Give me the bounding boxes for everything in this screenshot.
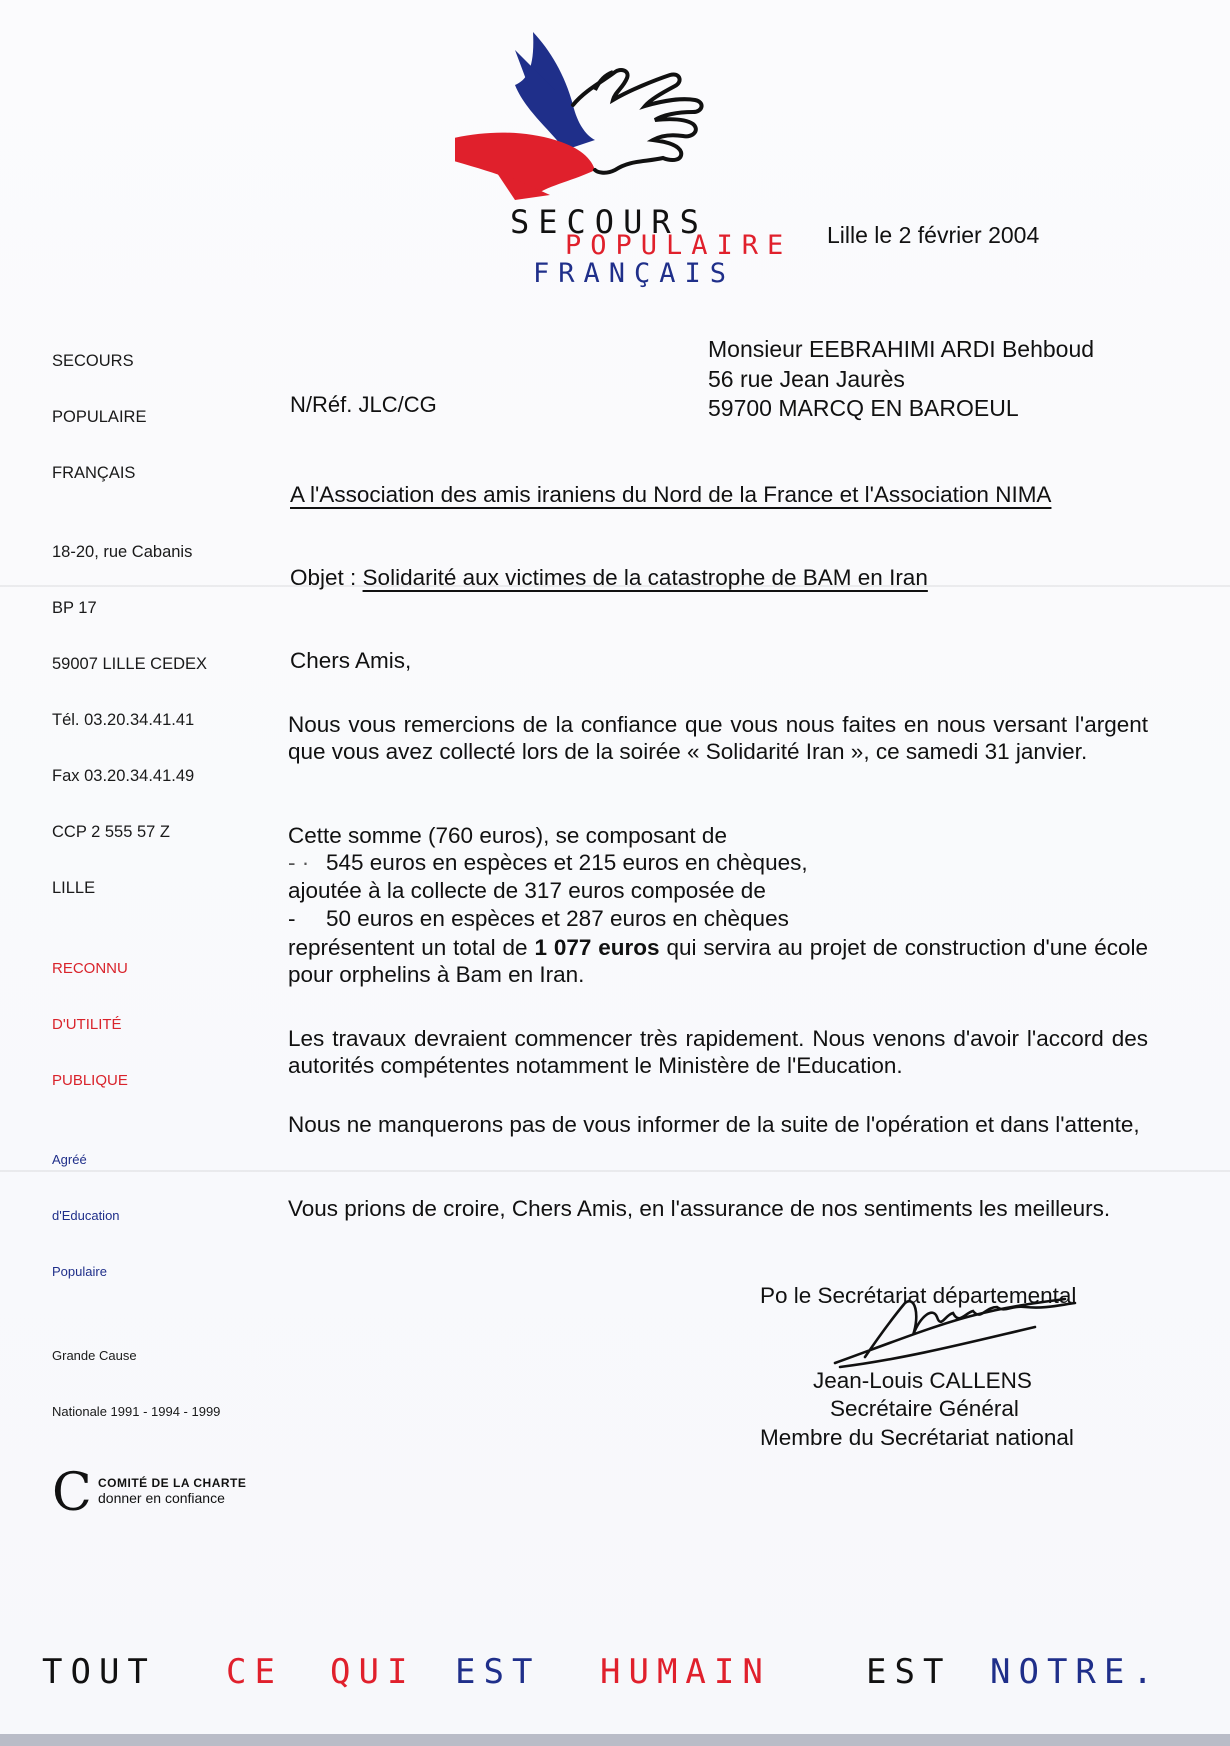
subject-line [290,565,928,591]
sidebar-city: 59007 LILLE CEDEX [52,655,208,673]
sidebar-recognized-line2: D'UTILITÉ [52,1016,122,1033]
recipient-name: Monsieur EEBRAHIMI ARDI Behboud [708,336,1095,362]
charter-badge [52,1463,282,1523]
paragraph-2-bullet-1: 545 euros en espèces et 215 euros en chèques, [326,850,808,875]
handwritten-signature-icon [825,1285,1085,1375]
paragraph-1: Nous vous remercions de la confiance que vous nous faites en nous versant l'argent que vous avez collecté lors de la soirée « Solidarité Iran », ce samedi 31 janvier. [288,712,1148,764]
winged-hand-logo-icon [455,30,785,220]
sidebar-fax: Fax 03.20.34.41.49 [52,767,195,785]
motto-word: HUMAIN [600,1652,771,1692]
motto-word: EST [866,1652,952,1692]
charter-subtitle: donner en confiance [98,1490,225,1506]
sidebar-cause-line2: Nationale 1991 - 1994 - 1999 [52,1404,221,1419]
subject-label: Objet : [290,565,363,590]
signature-pro: Po le Secrétariat départemental [760,1283,1077,1308]
sidebar-ccp-city: LILLE [52,879,96,897]
sidebar-ccp: CCP 2 555 57 Z [52,823,171,841]
subject-text: Solidarité aux victimes de la catastrophe de BAM en Iran [362,565,928,590]
charter-c-icon: C [52,1463,92,1523]
total-after-text: qui servira au projet de construction d'une école pour orphelins à Bam en Iran. [288,935,1148,987]
paragraph-5: Vous prions de croire, Chers Amis, en l'assurance de nos sentiments les meilleurs. [288,1196,1111,1221]
reference: N/Réf. JLC/CG [290,392,437,417]
sidebar-approved-line2: d'Education [52,1208,120,1223]
sidebar-tel: Tél. 03.20.34.41.41 [52,711,195,729]
signatory-title-2: Membre du Secrétariat national [760,1425,1074,1450]
motto-word: CE [226,1652,283,1692]
bullet-marker: - [288,906,296,931]
sidebar-org-line1: SECOURS [52,352,134,370]
charter-title: COMITÉ DE LA CHARTE [98,1476,247,1490]
logo-text-secours: SECOURS [510,203,708,241]
scan-bottom-edge [0,1734,1230,1746]
paragraph-2-intro: Cette somme (760 euros), se composant de [288,823,727,848]
motto-word: QUI [330,1652,416,1692]
greeting: Chers Amis, [290,648,412,673]
signatory-title-1: Secrétaire Général [830,1396,1019,1421]
sidebar-recognized-line3: PUBLIQUE [52,1072,128,1089]
paper-fold-line [0,1170,1230,1172]
sidebar-street: 18-20, rue Cabanis [52,543,193,561]
sidebar-approved-line3: Populaire [52,1264,107,1279]
paragraph-4: Nous ne manquerons pas de vous informer de la suite de l'opération et dans l'attente, [288,1112,1140,1137]
sidebar-org-line3: FRANÇAIS [52,464,136,482]
paragraph-2-line-3: ajoutée à la collecte de 317 euros composée de [288,878,766,903]
addressee-line: A l'Association des amis iraniens du Nord de la France et l'Association NIMA [290,482,1052,507]
sidebar-org-line2: POPULAIRE [52,408,147,426]
paragraph-2-conclusion [288,934,1148,988]
paragraph-2-bullet-2: 50 euros en espèces et 287 euros en chèques [326,906,789,931]
sidebar-approved-line1: Agréé [52,1152,87,1167]
logo-text-francais: FRANÇAIS [533,258,736,289]
total-before-text: représentent un total de [288,935,535,960]
sidebar-bp: BP 17 [52,599,97,617]
motto-word: EST [455,1652,541,1692]
recipient-city: 59700 MARCQ EN BAROEUL [708,395,1019,421]
logo-text-populaire: POPULAIRE [565,230,793,261]
recipient-street: 56 rue Jean Jaurès [708,366,905,392]
bullet-marker: - · [288,850,310,875]
sidebar-cause-line1: Grande Cause [52,1348,137,1363]
sidebar-recognized-line1: RECONNU [52,960,128,977]
letter-date: Lille le 2 février 2004 [827,222,1040,248]
paragraph-3: Les travaux devraient commencer très rapidement. Nous venons d'avoir l'accord des autorités compétentes notamment le Ministère de l'Education. [288,1026,1148,1078]
signatory-name: Jean-Louis CALLENS [813,1368,1032,1393]
secours-populaire-logo [455,30,793,300]
motto-word: TOUT [42,1652,156,1692]
motto-word: NOTRE. [990,1652,1161,1692]
total-amount: 1 077 euros [534,935,660,960]
